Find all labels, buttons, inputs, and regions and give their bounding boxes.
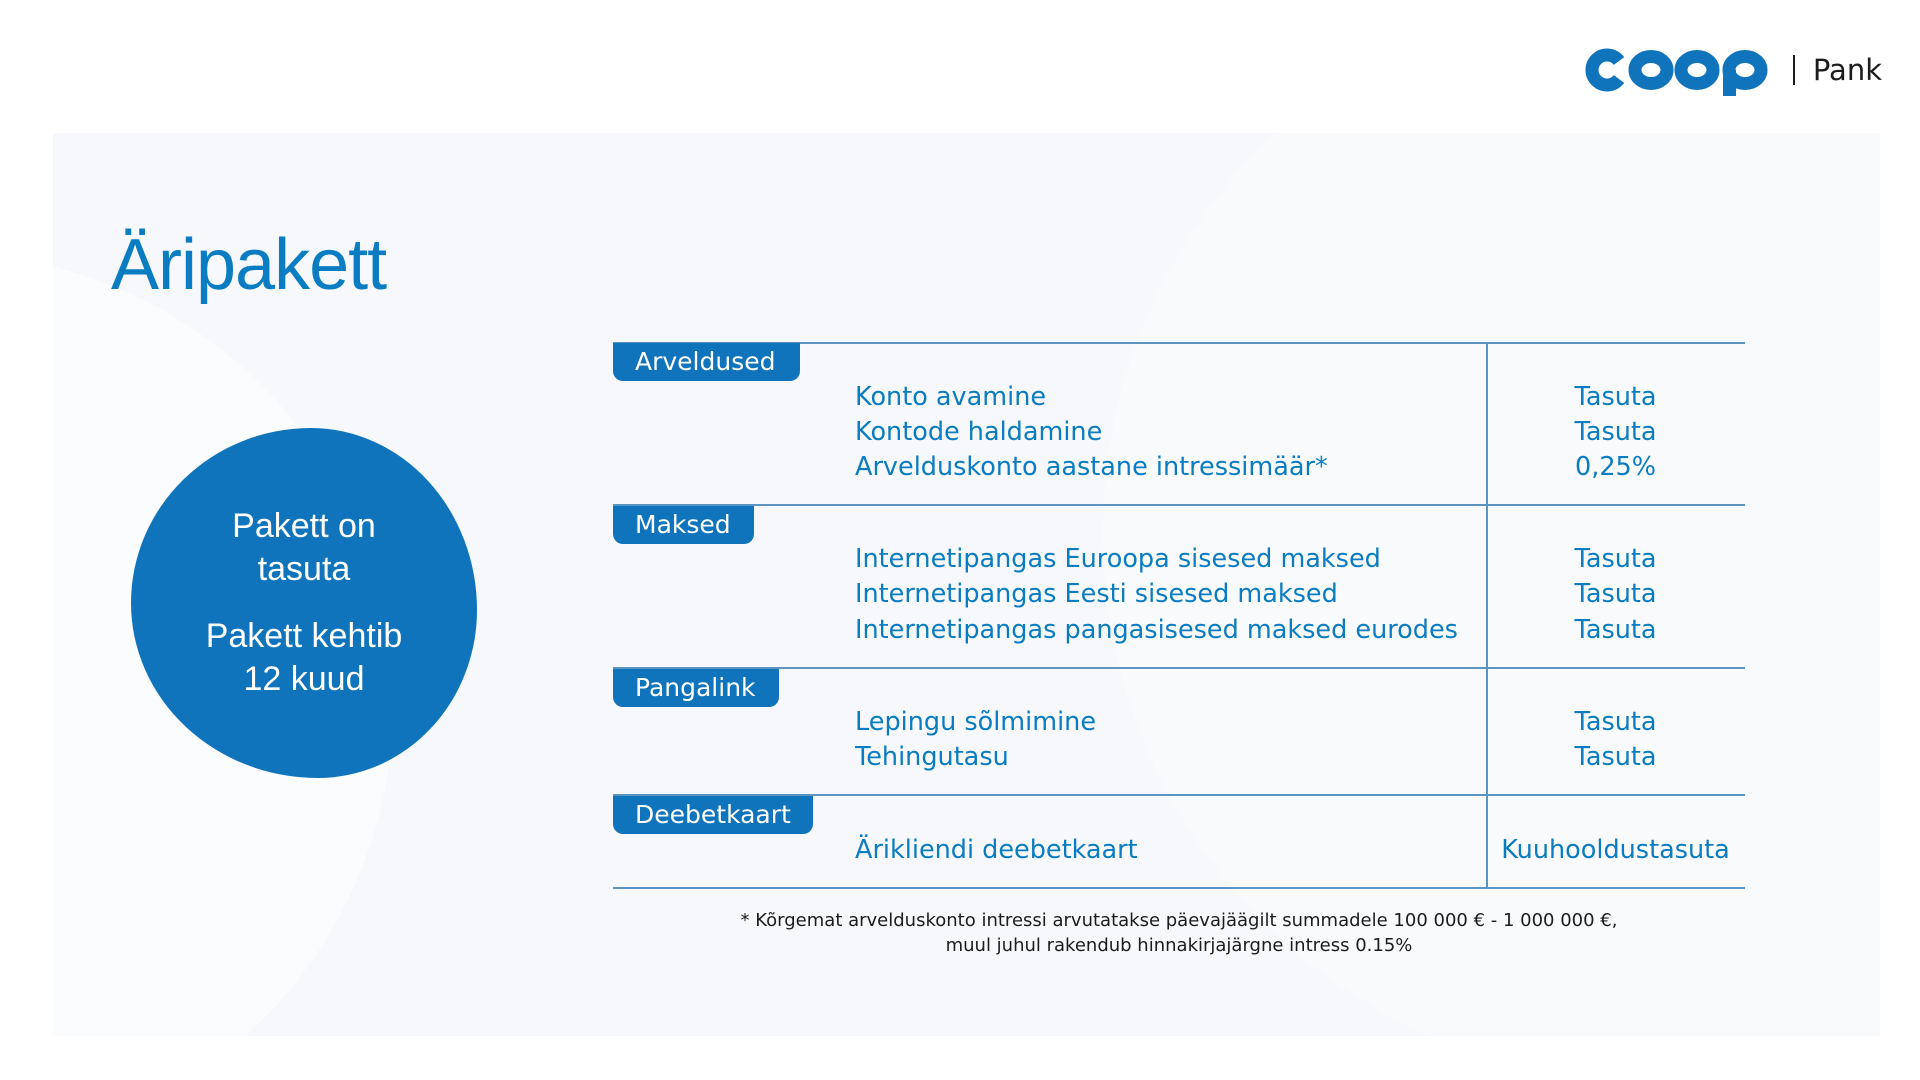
divider [613,667,1745,669]
fee-item: Internetipangas pangasisesed maksed eurodes [855,615,1458,645]
coop-logo-icon [1579,44,1775,96]
section-label-deebetkaart: Deebetkaart [613,796,813,834]
fee-item: Konto avamine [855,382,1047,412]
badge-line: Pakett kehtib [205,617,403,655]
fee-item: Lepingu sõlmimine [855,707,1097,737]
fee-value: Tasuta [1574,417,1657,447]
badge-line: tasuta [257,550,351,588]
badge-line: Pakett on [232,507,376,545]
fee-value: Kuuhooldustasuta [1501,835,1730,865]
fee-value: Tasuta [1574,382,1657,412]
fee-item: Ärikliendi deebetkaart [855,835,1138,865]
divider [613,887,1745,889]
fee-table [613,342,1745,888]
fee-value: Tasuta [1574,579,1657,609]
fee-item: Tehingutasu [855,742,1009,772]
section-label-maksed: Maksed [613,506,754,544]
footnote-line: muul juhul rakendub hinnakirjajärgne intress 0.15% [945,935,1413,956]
fee-item: Kontode haldamine [855,417,1103,447]
divider [613,504,1745,506]
section-label-arveldused: Arveldused [613,343,800,381]
logo-divider [1793,55,1795,85]
fee-item: Internetipangas Eesti sisesed maksed [855,579,1338,609]
coop-pank-logo [1579,44,1882,96]
footnote [613,908,1745,958]
footnote-line: * Kõrgemat arvelduskonto intressi arvutatakse päevajäägilt summadele 100 000 € - 1 000 000 €, [740,910,1618,931]
page-title: Äripakett [111,225,387,306]
fee-value: Tasuta [1574,615,1657,645]
fee-item: Internetipangas Euroopa sisesed maksed [855,544,1381,574]
badge-line: 12 kuud [243,660,365,698]
fee-item: Arvelduskonto aastane intressimäär* [855,452,1328,482]
fee-value: Tasuta [1574,707,1657,737]
fee-value: 0,25% [1574,452,1656,482]
fee-value: Tasuta [1574,544,1657,574]
bank-label: Pank [1812,53,1882,87]
section-label-pangalink: Pangalink [613,669,779,707]
fee-value: Tasuta [1574,742,1657,772]
